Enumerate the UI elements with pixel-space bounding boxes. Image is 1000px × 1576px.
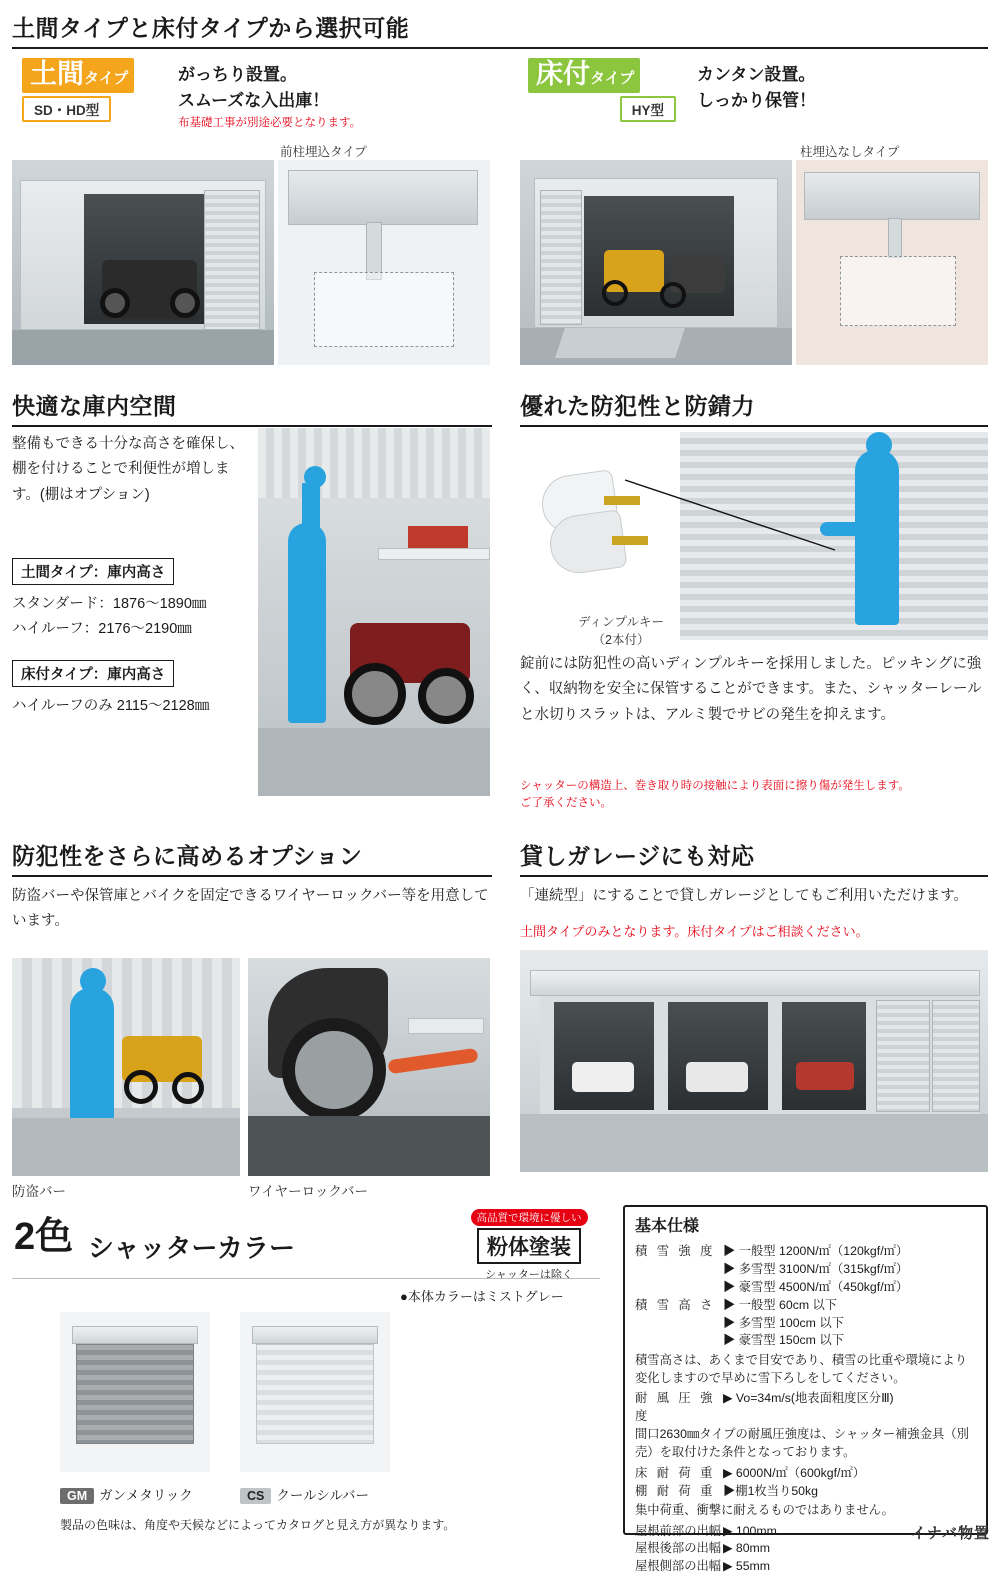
section-3-note: シャッターの構造上、巻き取り時の接触により表面に擦り傷が発生します。 ご了承ください。 (520, 780, 910, 810)
color-swatch-photo-cs (240, 1312, 390, 1472)
section-3-body: 錠前には防犯性の高いディンプルキーを採用しました。ピッキングに強く、収納物を安全に保管することができます。また、シャッターレールと水切りスラットは、アルミ製でサビの発生を抑えます。 (520, 656, 982, 723)
doma-lead: がっちり設置。 スムーズな入出庫！ 布基礎工事が別途必要となります。 (178, 62, 498, 132)
doma-tag: 土間タイプ (22, 58, 134, 93)
doma-garage-photo (12, 160, 274, 365)
doma-photo-caption: 前柱埋込タイプ (280, 145, 367, 159)
section-2-title: 快適な庫内空間 (12, 388, 492, 427)
continuous-garage-photo (520, 950, 988, 1172)
color-footnote: 製品の色味は、角度や天候などによってカタログと見え方が異なります。 (60, 1518, 456, 1532)
anti-theft-bar-caption: 防盗バー (12, 1184, 66, 1199)
powder-note: シャッターは除く (485, 1269, 573, 1281)
color-name-gm: ガンメタリック (99, 1488, 193, 1503)
section-1-title: 土間タイプと床付タイプから選択可能 (12, 10, 988, 49)
yuka-garage-photo (520, 160, 792, 365)
wire-lock-bar-photo (248, 958, 490, 1176)
yuka-photo-caption: 柱埋込なしタイプ (800, 145, 900, 159)
doma-height-values: スタンダード：1876〜1890㎜ ハイルーフ：2176〜2190㎜ (12, 596, 207, 638)
spec-row-roof-side: 屋根側部の出幅 ▶ 55mm (635, 1559, 771, 1574)
spec-row-roof-rear: 屋根後部の出幅 ▶ 80mm (635, 1541, 771, 1556)
spec-wind-note: 間口2630㎜タイプの耐風圧強度は、シャッター補強金具（別売）を取付けた条件となっております。 (635, 1427, 969, 1460)
body-color-note: ●本体カラーはミストグレー (400, 1289, 564, 1304)
section-2-body: 整備もできる十分な高さを確保し、棚を付けることで利便性が増します。(棚はオプション) (12, 436, 244, 503)
interior-photo (258, 428, 490, 796)
doma-height-label-box (12, 558, 174, 585)
yuka-height-values: ハイルーフのみ 2115〜2128㎜ (12, 698, 210, 714)
doma-height-label: 土間タイプ：庫内高さ (12, 558, 174, 585)
powder-coating-badge (466, 1208, 592, 1282)
color-name-cs: クールシルバー (276, 1488, 369, 1503)
doma-badge (22, 58, 172, 122)
wire-lock-bar-caption: ワイヤーロックバー (248, 1184, 369, 1199)
yuka-model-tag: HY型 (620, 96, 676, 122)
yuka-height-label-box (12, 660, 174, 687)
spec-snow-note: 積雪高さは、あくまで目安であり、積雪の比重や環境により変化しますので早めに雪下ろしをしてください。 (635, 1353, 968, 1385)
brand-logo: イナバ物置 (910, 1525, 990, 1542)
spec-row-snow-height: 積 雪 高 さ ▶ 一般型 60cm 以下 ▶ 多雪型 100cm 以下 ▶ 豪雪型 150cm 以下 (635, 1297, 844, 1348)
color-label-cs (240, 1484, 369, 1504)
powder-ribbon: 高品質で環境に優しい (471, 1209, 588, 1226)
spec-row-snow-strength: 積 雪 強 度 ▶ 一般型 1200N/㎡（120kgf/㎡） ▶ 多雪型 3100N/㎡（315kgf/㎡） ▶ 豪雪型 4500N/㎡（450kgf/㎡） (635, 1244, 909, 1294)
color-code-cs: CS (240, 1488, 271, 1504)
color-count: 2色 (14, 1216, 74, 1258)
color-swatch-photo-gm (60, 1312, 210, 1472)
spec-row-floor-load: 床 耐 荷 重 ▶ 6000N/㎡（600kgf/㎡） (635, 1466, 866, 1481)
key-pointer-line (620, 470, 850, 560)
spec-title: 基本仕様 (635, 1218, 700, 1235)
section-6-title: シャッターカラー (88, 1233, 295, 1263)
powder-main: 粉体塗装 (477, 1228, 581, 1264)
spec-row-shelf-load: 棚 耐 荷 重 ▶棚1枚当り50kg (635, 1483, 818, 1498)
section-5-body: 「連続型」にすることで貸しガレージとしてもご利用いただけます。 (520, 888, 969, 904)
section-3-title: 優れた防犯性と防錆力 (520, 388, 988, 427)
color-divider (12, 1278, 600, 1279)
yuka-lead: カンタン設置。 しっかり保管！ (697, 65, 816, 110)
spec-load-note: 集中荷重、衝撃に耐えるものではありません。 (635, 1502, 894, 1517)
dimple-key-caption: ディンプルキー （2本付） (577, 615, 664, 647)
spec-box (623, 1205, 988, 1574)
doma-pillar-photo (278, 160, 490, 365)
yuka-tag: 床付タイプ (528, 58, 640, 93)
section-5-title: 貸しガレージにも対応 (520, 838, 988, 877)
spec-row-roof-front: 屋根前部の出幅 ▶ 100mm (635, 1523, 777, 1538)
anti-theft-bar-photo (12, 958, 240, 1176)
yuka-pillar-photo (796, 160, 988, 365)
section-5-note: 土間タイプのみとなります。床付タイプはご相談ください。 (520, 924, 869, 939)
yuka-height-label: 床付タイプ：庫内高さ (12, 660, 174, 687)
yuka-badge (528, 58, 688, 122)
section-4-title: 防犯性をさらに高めるオプション (12, 838, 492, 877)
spec-row-wind: 耐 風 圧 強 度 ▶ Vo=34m/s(地表面粗度区分Ⅲ) (635, 1390, 894, 1423)
section-4-body: 防盗バーや保管庫とバイクを固定できるワイヤーロックバー等を用意しています。 (12, 888, 489, 930)
color-label-gm (60, 1484, 193, 1504)
doma-model-tag: SD・HD型 (22, 96, 111, 122)
doma-note: 布基礎工事が別途必要となります。 (178, 117, 362, 129)
color-code-gm: GM (60, 1488, 94, 1504)
